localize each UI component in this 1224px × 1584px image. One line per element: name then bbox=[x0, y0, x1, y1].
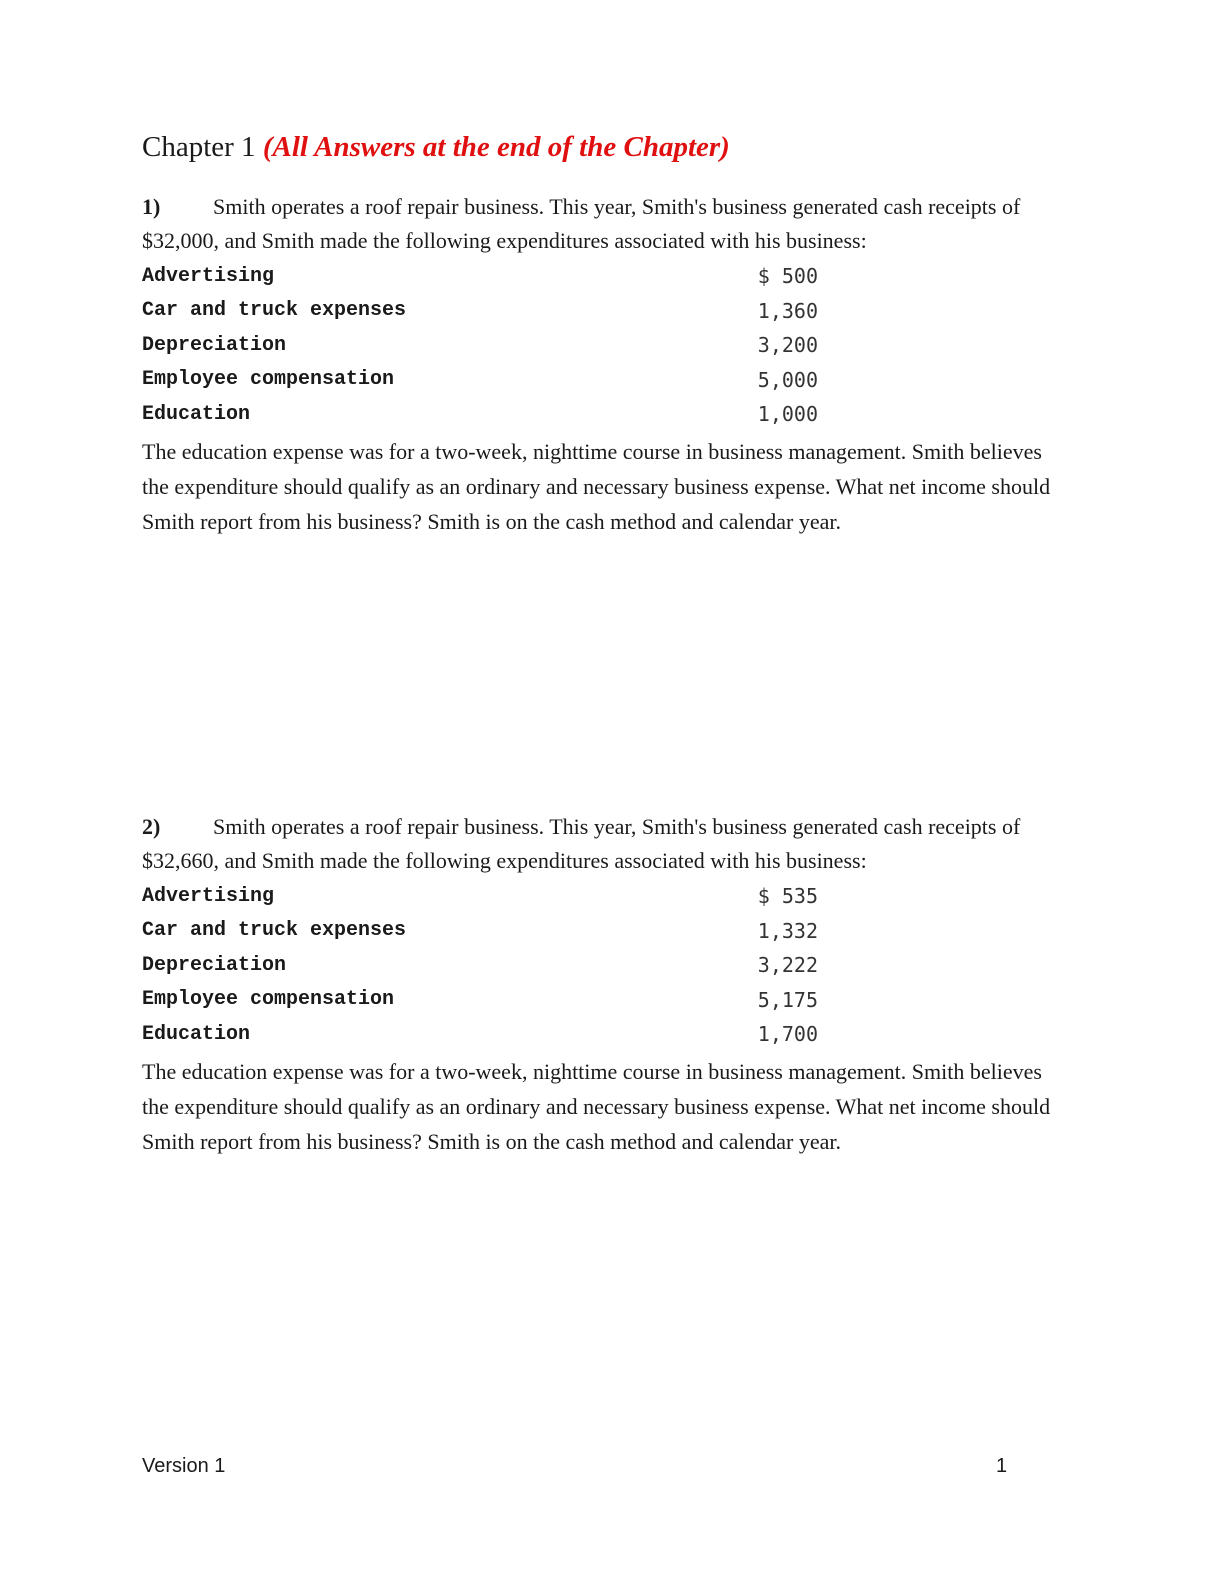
expense-label: Advertising bbox=[142, 884, 275, 908]
question-number: 2) bbox=[142, 814, 161, 839]
expense-amount: 5,000 bbox=[757, 367, 818, 392]
expense-amount: 1,360 bbox=[757, 298, 818, 323]
expense-table bbox=[142, 879, 818, 1052]
expense-label: Employee compensation bbox=[142, 988, 395, 1012]
question-body: The education expense was for a two-week, nighttime course in business management. Smith believes the expenditure should qualify as an ordinary and necessary business expense. What net income should Smith report from his business? Smith is on the cash method and calendar year. bbox=[142, 438, 1051, 534]
question-body: The education expense was for a two-week, nighttime course in business management. Smith believes the expenditure should qualify as an ordinary and necessary business expense. What net income should Smith report from his business? Smith is on the cash method and calendar year. bbox=[142, 1058, 1051, 1154]
expense-row bbox=[142, 879, 818, 914]
answers-note: (All Answers at the end of the Chapter) bbox=[262, 131, 730, 163]
expense-row bbox=[142, 397, 818, 432]
expense-label: Employee compensation bbox=[142, 368, 395, 392]
expense-amount: 1,700 bbox=[757, 1022, 818, 1047]
expense-amount: 3,222 bbox=[757, 953, 818, 978]
chapter-label: Chapter 1 bbox=[142, 131, 256, 163]
footer-version: Version 1 bbox=[142, 1455, 226, 1477]
question-intro-text: Smith operates a roof repair business. This year, Smith's business generated cash receipts of $32,000, and Smith made the following expenditures associated with his business: bbox=[142, 194, 1021, 253]
footer-page-number: 1 bbox=[996, 1455, 1008, 1477]
expense-label: Depreciation bbox=[142, 953, 287, 977]
expense-label: Advertising bbox=[142, 264, 275, 288]
expense-amount: $ 500 bbox=[757, 264, 818, 289]
expense-amount: 1,332 bbox=[757, 918, 818, 943]
question-intro bbox=[142, 190, 1072, 258]
expense-label: Education bbox=[142, 402, 251, 426]
expense-amount: 3,200 bbox=[757, 333, 818, 358]
expense-table bbox=[142, 259, 818, 432]
question-1 bbox=[142, 190, 1072, 539]
question-number: 1) bbox=[142, 194, 161, 219]
expense-label: Depreciation bbox=[142, 333, 287, 357]
expense-row bbox=[142, 948, 818, 983]
expense-label: Car and truck expenses bbox=[142, 919, 407, 943]
expense-row bbox=[142, 983, 818, 1018]
expense-row bbox=[142, 294, 818, 329]
expense-row bbox=[142, 1017, 818, 1052]
question-intro bbox=[142, 810, 1072, 878]
question-2 bbox=[142, 810, 1072, 1159]
expense-row bbox=[142, 259, 818, 294]
expense-row bbox=[142, 328, 818, 363]
expense-amount: $ 535 bbox=[757, 884, 818, 909]
expense-amount: 1,000 bbox=[757, 402, 818, 427]
page-title bbox=[142, 128, 730, 166]
expense-row bbox=[142, 363, 818, 398]
expense-row bbox=[142, 914, 818, 949]
question-intro-text: Smith operates a roof repair business. This year, Smith's business generated cash receipts of $32,660, and Smith made the following expenditures associated with his business: bbox=[142, 814, 1021, 873]
expense-amount: 5,175 bbox=[757, 987, 818, 1012]
expense-label: Education bbox=[142, 1022, 251, 1046]
expense-label: Car and truck expenses bbox=[142, 299, 407, 323]
